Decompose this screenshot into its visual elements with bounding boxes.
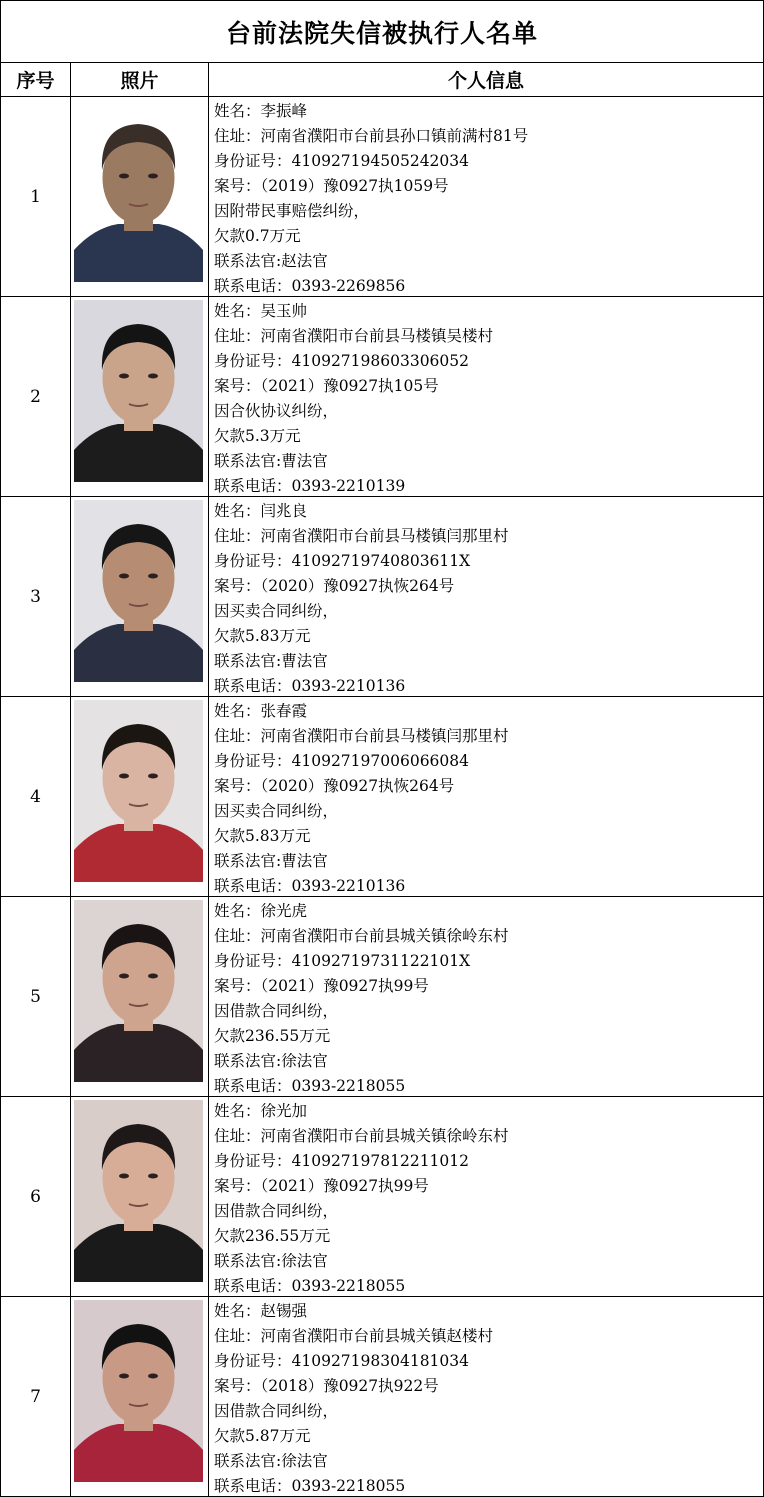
person-photo	[71, 297, 209, 496]
address-line: 住址：河南省濮阳市台前县城关镇徐岭东村	[214, 1127, 509, 1145]
phone-line: 联系电话：0393-2210136	[214, 877, 406, 895]
person-info	[209, 1297, 764, 1496]
person-info	[209, 97, 764, 296]
debt-line: 欠款236.55万元	[214, 1227, 331, 1245]
reason-line: 因买卖合同纠纷，	[214, 802, 339, 820]
table-row	[1, 697, 764, 897]
judge-line: 联系法官:徐法官	[214, 1452, 328, 1470]
row-seq-number: 5	[1, 897, 71, 1096]
row-seq-number: 6	[1, 1097, 71, 1296]
portrait-image	[74, 100, 203, 282]
case-number-line: 案号：（2021）豫0927执99号	[214, 1177, 429, 1195]
reason-line: 因附带民事赔偿纠纷，	[214, 202, 370, 220]
address-line: 住址：河南省濮阳市台前县马楼镇吴楼村	[214, 327, 494, 345]
portrait-image	[74, 900, 203, 1082]
debt-line: 欠款5.83万元	[214, 827, 311, 845]
row-seq-number: 1	[1, 97, 71, 296]
row-seq-number: 3	[1, 497, 71, 696]
person-info	[209, 697, 764, 896]
debt-line: 欠款5.83万元	[214, 627, 311, 645]
portrait-image	[74, 700, 203, 882]
name-line: 姓名：闫兆良	[214, 502, 308, 520]
id-number-line: 身份证号：410927194505242034	[214, 152, 470, 170]
case-number-line: 案号：（2020）豫0927执恢264号	[214, 777, 455, 795]
reason-line: 因合伙协议纠纷，	[214, 402, 339, 420]
address-line: 住址：河南省濮阳市台前县马楼镇闫那里村	[214, 727, 509, 745]
judge-line: 联系法官:徐法官	[214, 1052, 328, 1070]
page-title: 台前法院失信被执行人名单	[1, 1, 764, 63]
name-line: 姓名：张春霞	[214, 702, 308, 720]
judge-line: 联系法官:赵法官	[214, 252, 328, 270]
person-info	[209, 897, 764, 1096]
case-number-line: 案号：（2021）豫0927执99号	[214, 977, 429, 995]
table-row	[1, 297, 764, 497]
person-info	[209, 1097, 764, 1296]
portrait-image	[74, 500, 203, 682]
person-photo	[71, 97, 209, 296]
table-header	[1, 63, 764, 97]
case-number-line: 案号：（2018）豫0927执922号	[214, 1377, 439, 1395]
address-line: 住址：河南省濮阳市台前县马楼镇闫那里村	[214, 527, 509, 545]
judge-line: 联系法官:徐法官	[214, 1252, 328, 1270]
name-line: 姓名：徐光虎	[214, 902, 308, 920]
person-photo	[71, 497, 209, 696]
portrait-image	[74, 300, 203, 482]
phone-line: 联系电话：0393-2218055	[214, 1277, 406, 1295]
person-photo	[71, 897, 209, 1096]
id-number-line: 身份证号：410927197006066084	[214, 752, 470, 770]
id-number-line: 身份证号：41092719740803611X	[214, 552, 471, 570]
case-number-line: 案号：（2019）豫0927执1059号	[214, 177, 449, 195]
person-photo	[71, 697, 209, 896]
judge-line: 联系法官:曹法官	[214, 652, 328, 670]
name-line: 姓名：李振峰	[214, 102, 308, 120]
debt-line: 欠款0.7万元	[214, 227, 301, 245]
header-photo: 照片	[71, 63, 209, 96]
table-row	[1, 497, 764, 697]
address-line: 住址：河南省濮阳市台前县城关镇徐岭东村	[214, 927, 509, 945]
portrait-image	[74, 1300, 203, 1482]
table-row	[1, 897, 764, 1097]
address-line: 住址：河南省濮阳市台前县孙口镇前满村81号	[214, 127, 529, 145]
debt-line: 欠款5.3万元	[214, 427, 301, 445]
table-row	[1, 1297, 764, 1497]
judge-line: 联系法官:曹法官	[214, 452, 328, 470]
id-number-line: 身份证号：41092719731122101X	[214, 952, 471, 970]
person-photo	[71, 1297, 209, 1496]
phone-line: 联系电话：0393-2218055	[214, 1477, 406, 1495]
debt-line: 欠款5.87万元	[214, 1427, 311, 1445]
person-photo	[71, 1097, 209, 1296]
name-line: 姓名：徐光加	[214, 1102, 308, 1120]
person-info	[209, 297, 764, 496]
id-number-line: 身份证号：410927197812211012	[214, 1152, 470, 1170]
phone-line: 联系电话：0393-2210136	[214, 677, 406, 695]
table-row	[1, 1097, 764, 1297]
address-line: 住址：河南省濮阳市台前县城关镇赵楼村	[214, 1327, 494, 1345]
header-seq: 序号	[1, 63, 71, 96]
reason-line: 因借款合同纠纷，	[214, 1002, 339, 1020]
judge-line: 联系法官:曹法官	[214, 852, 328, 870]
table-body	[1, 97, 764, 1497]
debt-line: 欠款236.55万元	[214, 1027, 331, 1045]
reason-line: 因买卖合同纠纷，	[214, 602, 339, 620]
header-info: 个人信息	[209, 63, 764, 96]
id-number-line: 身份证号：410927198304181034	[214, 1352, 470, 1370]
table-row	[1, 97, 764, 297]
id-number-line: 身份证号：410927198603306052	[214, 352, 470, 370]
phone-line: 联系电话：0393-2210139	[214, 477, 406, 495]
row-seq-number: 4	[1, 697, 71, 896]
row-seq-number: 2	[1, 297, 71, 496]
phone-line: 联系电话：0393-2269856	[214, 277, 406, 295]
reason-line: 因借款合同纠纷，	[214, 1202, 339, 1220]
case-number-line: 案号：（2020）豫0927执恢264号	[214, 577, 455, 595]
person-info	[209, 497, 764, 696]
phone-line: 联系电话：0393-2218055	[214, 1077, 406, 1095]
reason-line: 因借款合同纠纷，	[214, 1402, 339, 1420]
name-line: 姓名：赵锡强	[214, 1302, 308, 1320]
name-line: 姓名：吴玉帅	[214, 302, 308, 320]
portrait-image	[74, 1100, 203, 1282]
case-number-line: 案号：（2021）豫0927执105号	[214, 377, 439, 395]
row-seq-number: 7	[1, 1297, 71, 1496]
